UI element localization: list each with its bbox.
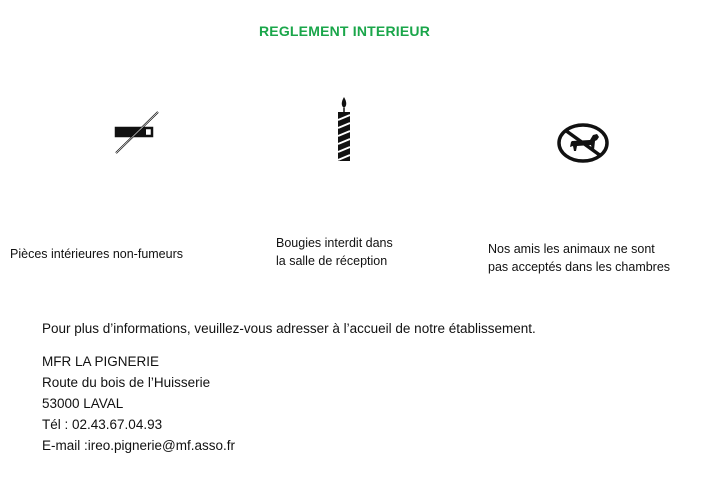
address-phone: Tél : 02.43.67.04.93 (42, 417, 163, 432)
rule-text-line: Bougies interdit dans (276, 236, 393, 250)
address-street: Route du bois de l’Huisserie (42, 375, 211, 390)
rule-text-line: Pièces intérieures non-fumeurs (10, 247, 183, 261)
rule-no-animals (488, 240, 670, 276)
no-smoking-icon (112, 108, 164, 156)
address-email: E-mail :ireo.pignerie@mf.asso.fr (42, 438, 236, 453)
rule-text-line: la salle de réception (276, 254, 388, 268)
rule-text-line: Nos amis les animaux ne sont (488, 242, 655, 256)
rule-text-line: pas acceptés dans les chambres (488, 260, 671, 274)
page-title: REGLEMENT INTERIEUR (258, 23, 431, 39)
candle-icon (334, 94, 354, 164)
info-text: Pour plus d’informations, veuillez-vous adresser à l’accueil de notre établissement. (42, 321, 536, 336)
address-city: 53000 LAVAL (42, 396, 124, 411)
no-animals-icon (555, 121, 611, 165)
address-block (42, 351, 235, 456)
rule-no-candles (276, 234, 393, 270)
rule-no-smoking (10, 245, 183, 263)
address-name: MFR LA PIGNERIE (42, 354, 160, 369)
